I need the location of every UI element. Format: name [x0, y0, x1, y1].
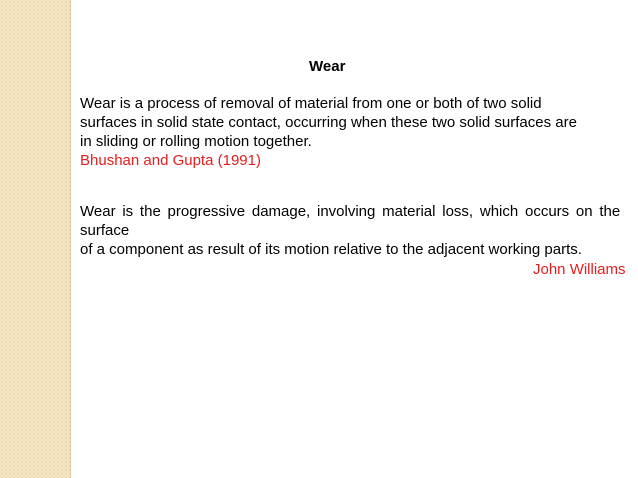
definition-1-citation: Bhushan and Gupta (1991): [80, 152, 261, 169]
definition-2-line-1: Wear is the progressive damage, involving material loss, which occurs on the: [80, 203, 621, 220]
definition-1-line-1: Wear is a process of removal of material from one or both of two solid: [80, 95, 542, 112]
definition-2-citation: John Williams: [533, 261, 626, 278]
slide-title: Wear: [309, 58, 346, 75]
definition-2-line-2: surface: [80, 222, 130, 239]
slide-content: [71, 0, 638, 478]
definition-1-line-2: surfaces in solid state contact, occurring when these two solid surfaces are: [80, 114, 577, 131]
definition-2: [80, 202, 638, 259]
definition-1: [80, 94, 577, 170]
definition-2-line-3: of a component as result of its motion relative to the adjacent working parts.: [80, 241, 582, 258]
definition-1-line-3: in sliding or rolling motion together.: [80, 133, 312, 150]
decorative-side-strip: [0, 0, 71, 478]
